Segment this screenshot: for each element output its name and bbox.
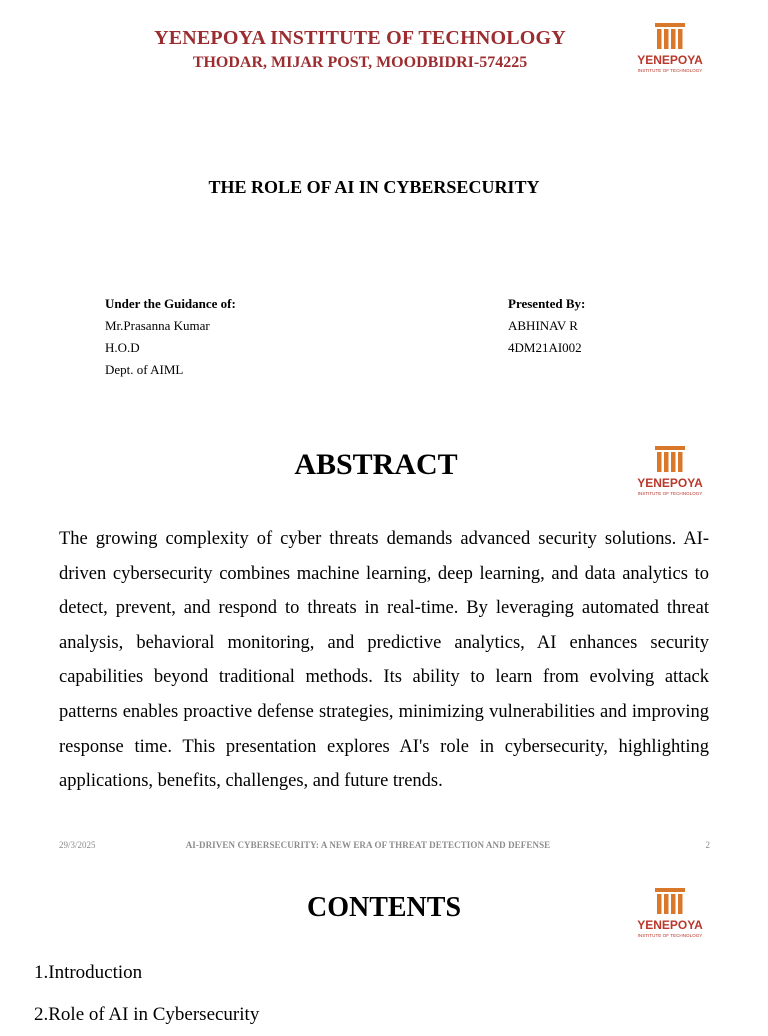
- presenter-usn: 4DM21AI002: [508, 340, 582, 355]
- institute-address: THODAR, MIJAR POST, MOODBIDRI-574225: [192, 54, 528, 71]
- logo-tagline: INSTITUTE OF TECHNOLOGY: [637, 491, 703, 496]
- presenter-block: [508, 293, 585, 359]
- guidance-label: Under the Guidance of:: [105, 296, 236, 311]
- logo-wordmark: YENEPOYA: [637, 53, 703, 67]
- guide-department: Dept. of AIML: [105, 362, 184, 377]
- logo-wordmark: YENEPOYA: [637, 918, 703, 932]
- footer-title: AI-DRIVEN CYBERSECURITY: A NEW ERA OF THREAT DETECTION AND DEFENSE: [185, 840, 551, 850]
- yenepoya-logo: [633, 22, 707, 74]
- pillars-logo-icon: [633, 445, 707, 497]
- presenter-name: ABHINAV R: [508, 318, 578, 333]
- yenepoya-logo: [633, 445, 707, 497]
- presentation-title: THE ROLE OF AI IN CYBERSECURITY: [208, 177, 540, 197]
- logo-tagline: INSTITUTE OF TECHNOLOGY: [637, 68, 703, 73]
- logo-tagline: INSTITUTE OF TECHNOLOGY: [637, 933, 703, 938]
- guide-name: Mr.Prasanna Kumar: [105, 318, 210, 333]
- footer-page-number: 2: [705, 840, 710, 850]
- contents-item-role-of-ai: 2.Role of AI in Cybersecurity: [34, 1004, 260, 1025]
- pillars-logo-icon: [633, 22, 707, 74]
- guidance-block: [105, 293, 236, 381]
- institute-name: YENEPOYA INSTITUTE OF TECHNOLOGY: [154, 27, 566, 49]
- yenepoya-logo: [633, 887, 707, 939]
- abstract-heading: ABSTRACT: [294, 448, 458, 481]
- footer-date: 29/3/2025: [59, 840, 96, 850]
- logo-wordmark: YENEPOYA: [637, 476, 703, 490]
- guide-designation: H.O.D: [105, 340, 140, 355]
- presenter-label: Presented By:: [508, 296, 586, 311]
- contents-list: [34, 952, 259, 1036]
- contents-heading: CONTENTS: [306, 892, 462, 923]
- contents-item-introduction: 1.Introduction: [34, 962, 143, 983]
- pillars-logo-icon: [633, 887, 707, 939]
- abstract-body: The growing complexity of cyber threats demands advanced security solutions. AI-driven cybersecurity combines machine learning, deep learning, and data analytics to detect, prevent, and respond to threats in real-time. By leveraging automated threat analysis, behavioral monitoring, and predictive analytics, AI enhances security capabilities beyond traditional methods. Its ability to learn from evolving attack patterns enables proactive defense strategies, minimizing vulnerabilities and improving response time. This presentation explores AI's role in cybersecurity, highlighting applications, benefits, challenges, and future trends.: [59, 529, 709, 792]
